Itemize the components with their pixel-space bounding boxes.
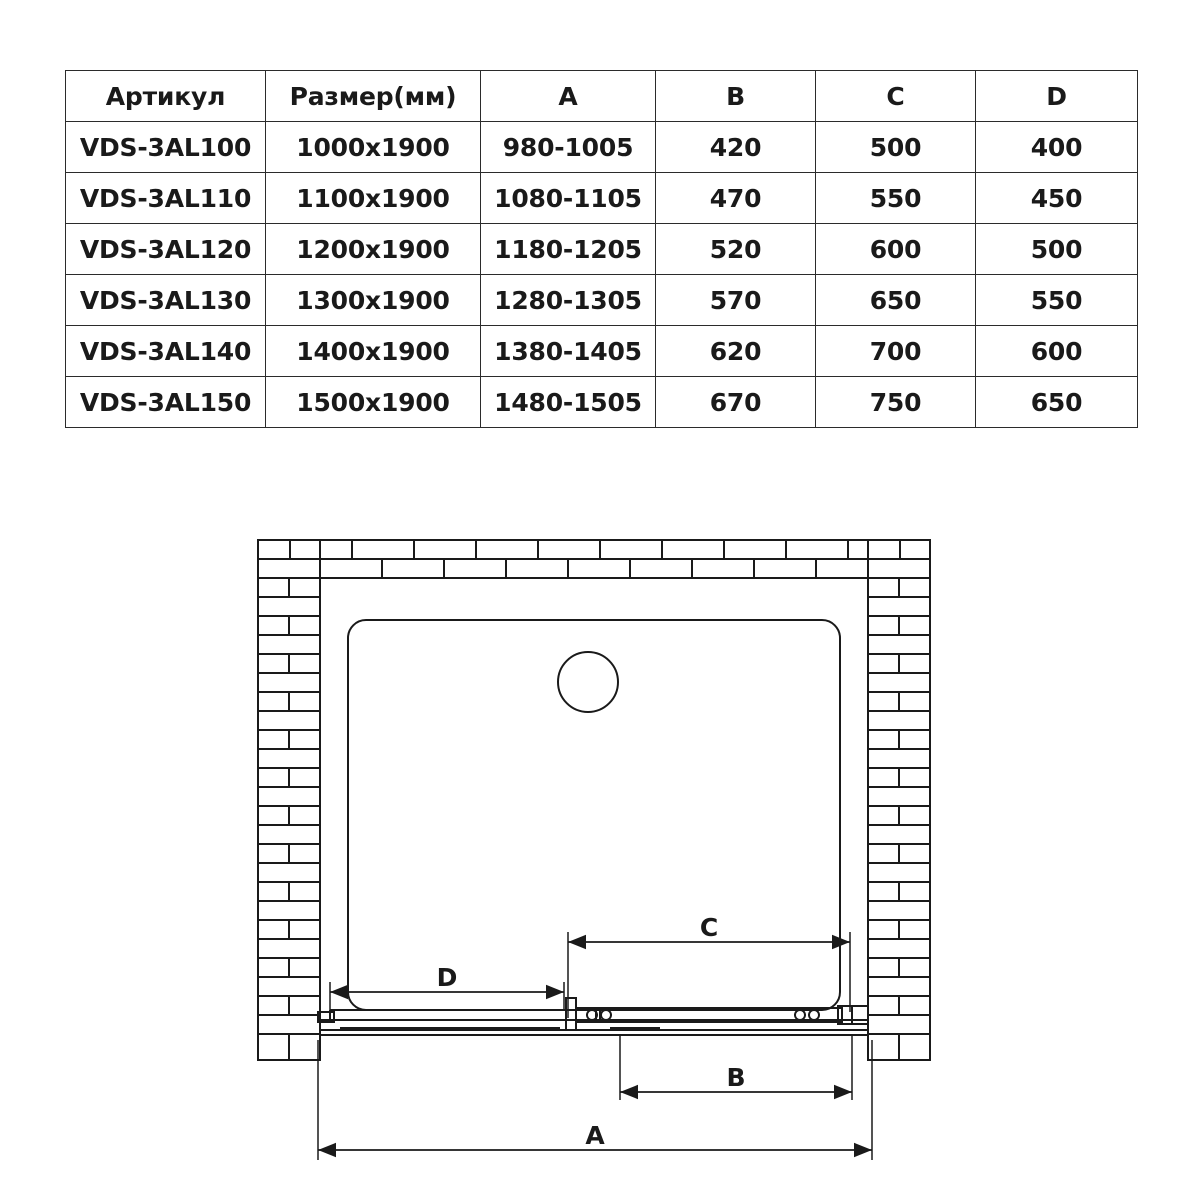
- drain-circle: [558, 652, 618, 712]
- spec-table: [65, 70, 1138, 428]
- technical-drawing: [0, 500, 1200, 1200]
- table-cell-c: 550: [816, 173, 976, 224]
- table-cell-article: VDS-3AL130: [66, 275, 266, 326]
- table-cell-c: 700: [816, 326, 976, 377]
- table-cell-a: 1480-1505: [481, 377, 656, 428]
- table-cell-a: 1180-1205: [481, 224, 656, 275]
- table-cell-b: 670: [656, 377, 816, 428]
- table-cell-size: 1400x1900: [266, 326, 481, 377]
- table-cell-d: 550: [976, 275, 1138, 326]
- table-row: [66, 326, 1138, 377]
- table-cell-b: 620: [656, 326, 816, 377]
- table-header-cell: A: [481, 71, 656, 122]
- table-row: [66, 224, 1138, 275]
- table-cell-d: 450: [976, 173, 1138, 224]
- dimension-c: [568, 932, 850, 1018]
- dimension-label-b: B: [726, 1063, 746, 1092]
- table-cell-b: 420: [656, 122, 816, 173]
- table-cell-d: 400: [976, 122, 1138, 173]
- table-cell-d: 600: [976, 326, 1138, 377]
- dimension-label-d: D: [436, 963, 458, 992]
- table-row: [66, 122, 1138, 173]
- table-row: [66, 275, 1138, 326]
- door-rail-assembly: [318, 998, 868, 1035]
- table-header-cell: D: [976, 71, 1138, 122]
- table-cell-a: 1380-1405: [481, 326, 656, 377]
- shower-tray: [348, 620, 840, 1010]
- table-cell-c: 500: [816, 122, 976, 173]
- table-cell-b: 470: [656, 173, 816, 224]
- table-cell-size: 1200x1900: [266, 224, 481, 275]
- table-header-cell: Размер(мм): [266, 71, 481, 122]
- table-cell-c: 600: [816, 224, 976, 275]
- table-header-cell: C: [816, 71, 976, 122]
- table-cell-article: VDS-3AL140: [66, 326, 266, 377]
- table-cell-a: 980-1005: [481, 122, 656, 173]
- table-cell-c: 650: [816, 275, 976, 326]
- table-cell-article: VDS-3AL110: [66, 173, 266, 224]
- table-cell-size: 1500x1900: [266, 377, 481, 428]
- table-cell-d: 500: [976, 224, 1138, 275]
- table-header-cell: Артикул: [66, 71, 266, 122]
- table-cell-a: 1080-1105: [481, 173, 656, 224]
- table-cell-article: VDS-3AL150: [66, 377, 266, 428]
- table-cell-a: 1280-1305: [481, 275, 656, 326]
- dimension-label-c: C: [699, 913, 719, 942]
- table-header-row: [66, 71, 1138, 122]
- table-cell-b: 520: [656, 224, 816, 275]
- table-cell-b: 570: [656, 275, 816, 326]
- table-cell-size: 1100x1900: [266, 173, 481, 224]
- table-header-cell: B: [656, 71, 816, 122]
- wall-brick-hatch: [258, 540, 930, 1060]
- enclosure-opening: [320, 578, 868, 1030]
- table-cell-c: 750: [816, 377, 976, 428]
- table-cell-size: 1300x1900: [266, 275, 481, 326]
- table-cell-size: 1000x1900: [266, 122, 481, 173]
- table-cell-article: VDS-3AL120: [66, 224, 266, 275]
- table-row: [66, 377, 1138, 428]
- specification-table: [65, 70, 1137, 428]
- table-cell-d: 650: [976, 377, 1138, 428]
- table-row: [66, 173, 1138, 224]
- dimension-label-a: A: [585, 1121, 605, 1150]
- table-cell-article: VDS-3AL100: [66, 122, 266, 173]
